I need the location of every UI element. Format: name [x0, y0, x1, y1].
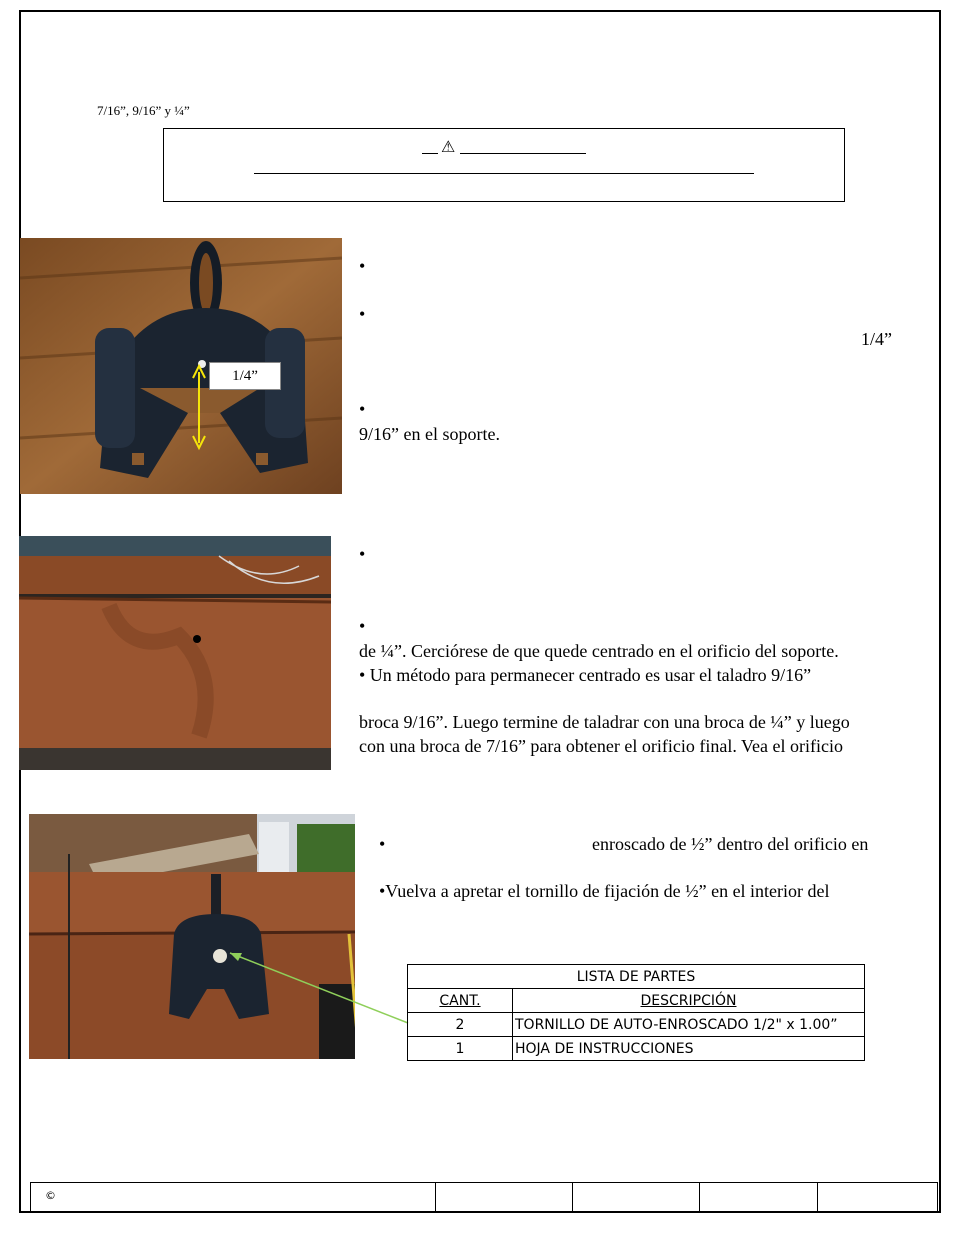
parts-col-desc: DESCRIPCIÓN [513, 989, 865, 1013]
step2-text-c: broca 9/16”. Luego termine de taladrar con una broca de ¼” y luego [359, 712, 850, 732]
step2-text-b: • Un método para permanecer centrado es usar el taladro 9/16” [359, 665, 812, 685]
drill-sizes-text: 7/16”, 9/16” y ¼” [97, 103, 190, 118]
parts-col-qty: CANT. [408, 989, 513, 1013]
step2-text-d: con una broca de 7/16” para obtener el orificio final. Vea el orificio [359, 736, 843, 756]
step2-bullet-2: • [359, 616, 366, 636]
parts-row-desc: TORNILLO DE AUTO-ENROSCADO 1/2" x 1.00” [513, 1013, 865, 1037]
warning-underline-left [422, 153, 438, 154]
bracket-photo [20, 238, 342, 494]
footer-cell-3 [573, 1183, 700, 1211]
step1-measure-text: 1/4” [861, 329, 892, 349]
measurement-label: 1/4” [209, 362, 281, 390]
step1-bullet-2: • [359, 304, 366, 324]
parts-row-qty: 2 [408, 1013, 513, 1037]
warning-underline-second [254, 173, 754, 174]
step1-bullet-3: • [359, 399, 366, 419]
step3-text-a: enroscado de ½” dentro del orificio en [592, 834, 869, 854]
footer-copyright: © [31, 1183, 436, 1211]
parts-list-table [407, 964, 865, 1061]
table-row [408, 1037, 865, 1061]
step2-bullet-1: • [359, 544, 366, 564]
table-row [408, 1013, 865, 1037]
warning-box [163, 128, 845, 202]
parts-row-desc: HOJA DE INSTRUCCIONES [513, 1037, 865, 1061]
step1-text-3: 9/16” en el soporte. [359, 424, 500, 444]
footer-cell-5 [818, 1183, 937, 1211]
parts-list-title: LISTA DE PARTES [408, 965, 865, 989]
step3-bullet-1: • [379, 834, 386, 854]
step2-text-a: de ¼”. Cerciórese de que quede centrado en el orificio del soporte. [359, 641, 839, 661]
warning-triangle-icon: ⚠ [441, 137, 456, 156]
frame-hole-photo [19, 536, 331, 770]
footer-cell-4 [700, 1183, 818, 1211]
step1-bullet-1: • [359, 256, 366, 276]
footer-cell-2 [436, 1183, 573, 1211]
footer-bar [30, 1182, 938, 1212]
warning-underline-right [460, 153, 586, 154]
callout-line [220, 945, 420, 1035]
step3-text-b: •Vuelva a apretar el tornillo de fijación de ½” en el interior del [379, 881, 830, 901]
parts-row-qty: 1 [408, 1037, 513, 1061]
